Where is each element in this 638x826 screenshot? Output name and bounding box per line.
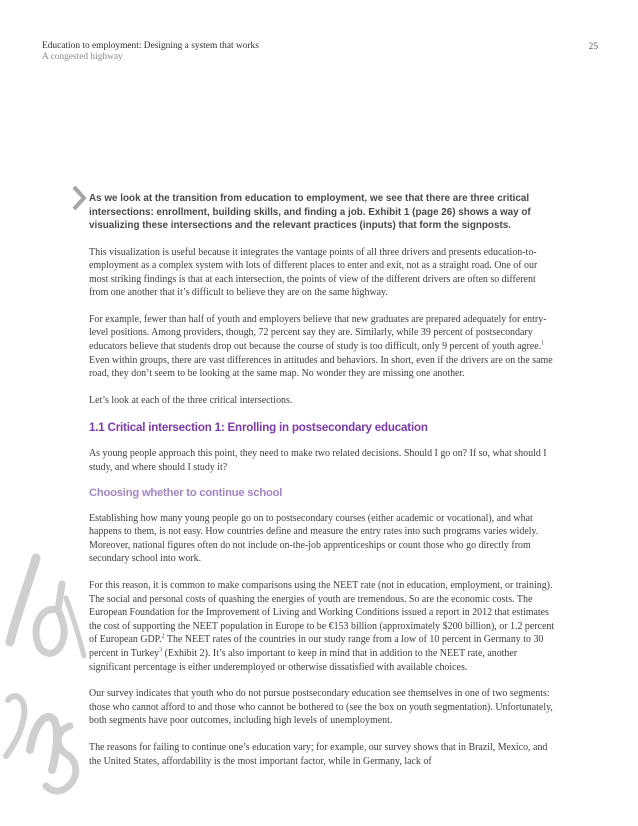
paragraph-2-text-b: Even within groups, there are vast differences in attitudes and behaviors. In short, even if the drivers are on the same road, they don’t seem to be looking at the same map. No wonder they are missing one another. <box>89 354 553 380</box>
intro-paragraph: As we look at the transition from education to employment, we see that there are three critical intersections: enrollment, building skills, and finding a job. Exhibit 1 (page 26) shows a way of visualizing these intersections and the relevant practices (inputs) that form the signposts. <box>89 193 531 231</box>
body-paragraph-2 <box>89 313 555 381</box>
section-heading: 1.1 Critical intersection 1: Enrolling in postsecondary education <box>89 421 428 435</box>
paragraph-6-text-b: The NEET rates of the countries in our study range from a low of 10 percent in Germany to 30 percent in Turkey <box>89 634 544 659</box>
running-head <box>42 41 259 63</box>
body-paragraph-1: This visualization is useful because it integrates the vantage points of all three drivers and presents education-to-employment as a complex system with lots of different places to enter and exit, not as a straight road. One of our most striking findings is that at each intersection, the points of view of the different drivers are often so different from one another that it’s difficult to believe they are on the same highway. <box>89 246 538 299</box>
article-body <box>89 192 555 768</box>
chevron-right-icon <box>72 185 90 211</box>
paragraph-6-text-a: For this reason, it is common to make comparisons using the NEET rate (not in education, employment, or training). The social and personal costs of quashing the energies of youth are tremendous. So are the economic costs. The European Foundation for the Improvement of Living and Working Conditions issued a report in 2012 that estimates the cost of supporting the NEET population in Europe to be €153 billion (approximately $200 billion), or 1.2 percent of European GDP. <box>89 580 555 646</box>
document-title: Education to employment: Designing a system that works <box>42 41 259 51</box>
body-paragraph-3: Let’s look at each of the three critical intersections. <box>89 394 293 406</box>
paragraph-2-text-a: For example, fewer than half of youth and employers believe that new graduates are prepared adequately for entry-level positions. Among providers, though, 72 percent say they are. Similarly, while 39 percent of postsecondary educators believe that students drop out because the course of study is too difficult, only 9 percent of youth agree. <box>89 313 547 353</box>
paragraph-6-text-c: (Exhibit 2). It’s also important to keep in mind that in addition to the NEET rate, another significant percentage is either underemployed or otherwise dissatisfied with available choices. <box>89 647 518 673</box>
footnote-ref-2[interactable]: 2 <box>161 634 165 641</box>
body-paragraph-6 <box>89 579 555 674</box>
footnote-ref-3[interactable]: 3 <box>159 647 163 654</box>
footnote-ref-1[interactable]: 1 <box>541 340 545 347</box>
body-paragraph-4: As young people approach this point, they need to make two related decisions. Should I go on? If so, what should I study, and where should I study it? <box>89 448 547 474</box>
decorative-script-graphic <box>0 550 88 826</box>
subheading: Choosing whether to continue school <box>89 486 283 499</box>
body-paragraph-5: Establishing how many young people go on to postsecondary courses (either academic or vocational), and what happens to them, is not easy. How countries define and measure the entry rates into such programs varies widely. Moreover, national figures often do not include on-the-job apprenticeships or count those who go directly from secondary school into work. <box>89 512 539 565</box>
page-number: 25 <box>588 42 598 52</box>
body-paragraph-7: Our survey indicates that youth who do not pursue postsecondary education see themselves in one of two segments: those who cannot afford to and those who cannot be bothered to (see the box on youth segmentation). Unfortunately, both segments have poor outcomes, including high levels of unemployment. <box>89 688 553 727</box>
body-paragraph-8: The reasons for failing to continue one’s education vary; for example, our survey shows that in Brazil, Mexico, and the United States, affordability is the most important factor, while in Germany, lack of <box>89 741 548 767</box>
chapter-subtitle: A congested highway <box>42 52 123 62</box>
